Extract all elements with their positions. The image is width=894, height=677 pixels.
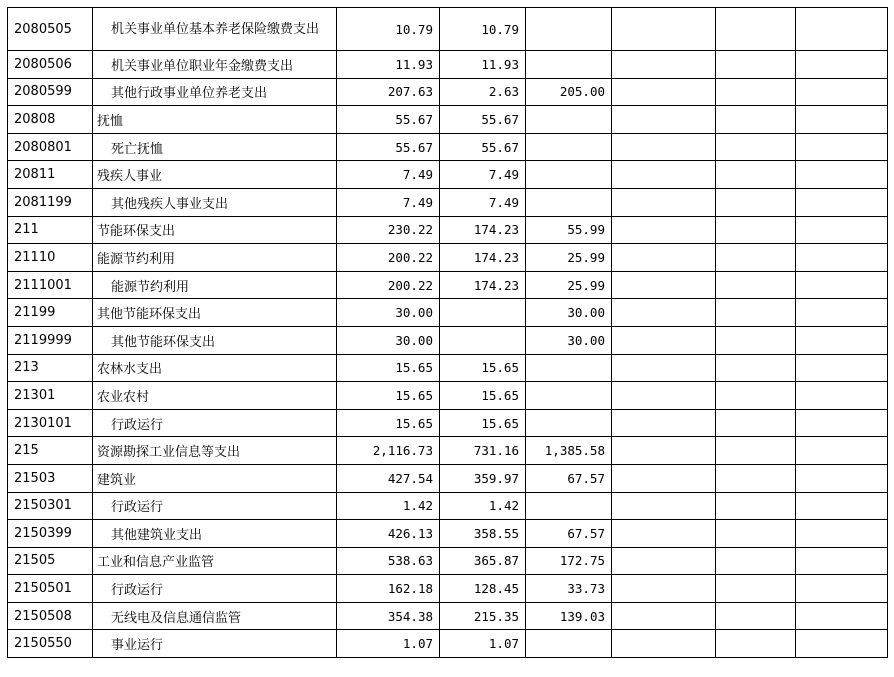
basic-expenditure-cell: 174.23: [440, 216, 526, 244]
table-row: [8, 602, 888, 630]
subject-code-cell: 2150508: [8, 602, 93, 630]
empty-cell: [796, 299, 888, 327]
basic-expenditure-cell: 174.23: [440, 244, 526, 272]
table-body: [8, 8, 888, 658]
subject-code-cell: 2130101: [8, 409, 93, 437]
total-amount-cell: 30.00: [337, 299, 440, 327]
empty-cell: [796, 161, 888, 189]
table-row: [8, 161, 888, 189]
total-amount-cell: 230.22: [337, 216, 440, 244]
empty-cell: [716, 133, 796, 161]
empty-cell: [796, 464, 888, 492]
table-row: [8, 244, 888, 272]
subject-code-cell: 2081199: [8, 188, 93, 216]
total-amount-cell: 2,116.73: [337, 437, 440, 465]
empty-cell: [716, 602, 796, 630]
table-row: [8, 133, 888, 161]
empty-cell: [716, 575, 796, 603]
basic-expenditure-cell: 15.65: [440, 409, 526, 437]
table-row: [8, 437, 888, 465]
subject-code-cell: 2150301: [8, 492, 93, 520]
subject-code-cell: 2080506: [8, 51, 93, 79]
empty-cell: [716, 382, 796, 410]
basic-expenditure-cell: [440, 326, 526, 354]
subject-name-cell: 行政运行: [93, 492, 337, 520]
basic-expenditure-cell: 215.35: [440, 602, 526, 630]
empty-cell: [612, 464, 716, 492]
basic-expenditure-cell: 128.45: [440, 575, 526, 603]
table-row: [8, 106, 888, 134]
empty-cell: [716, 216, 796, 244]
empty-cell: [796, 382, 888, 410]
total-amount-cell: 10.79: [337, 8, 440, 51]
basic-expenditure-cell: 174.23: [440, 271, 526, 299]
project-expenditure-cell: [526, 133, 612, 161]
table-row: [8, 216, 888, 244]
basic-expenditure-cell: 1.07: [440, 630, 526, 658]
project-expenditure-cell: 67.57: [526, 520, 612, 548]
empty-cell: [716, 409, 796, 437]
subject-code-cell: 2150550: [8, 630, 93, 658]
empty-cell: [612, 51, 716, 79]
subject-name-cell: 其他节能环保支出: [93, 326, 337, 354]
subject-name-cell: 死亡抚恤: [93, 133, 337, 161]
basic-expenditure-cell: 15.65: [440, 354, 526, 382]
table-row: [8, 492, 888, 520]
subject-name-cell: 机关事业单位职业年金缴费支出: [93, 51, 337, 79]
table-row: [8, 78, 888, 106]
subject-name-cell: 建筑业: [93, 464, 337, 492]
project-expenditure-cell: [526, 161, 612, 189]
total-amount-cell: 15.65: [337, 409, 440, 437]
empty-cell: [612, 8, 716, 51]
total-amount-cell: 11.93: [337, 51, 440, 79]
subject-code-cell: 21199: [8, 299, 93, 327]
empty-cell: [612, 188, 716, 216]
empty-cell: [796, 133, 888, 161]
table-row: [8, 299, 888, 327]
subject-name-cell: 能源节约利用: [93, 271, 337, 299]
subject-code-cell: 21301: [8, 382, 93, 410]
subject-code-cell: 2080505: [8, 8, 93, 51]
subject-code-cell: 2111001: [8, 271, 93, 299]
subject-name-cell: 机关事业单位基本养老保险缴费支出: [93, 8, 337, 51]
subject-code-cell: 2150501: [8, 575, 93, 603]
table-row: [8, 547, 888, 575]
empty-cell: [796, 409, 888, 437]
empty-cell: [716, 51, 796, 79]
total-amount-cell: 426.13: [337, 520, 440, 548]
empty-cell: [796, 630, 888, 658]
project-expenditure-cell: [526, 106, 612, 134]
empty-cell: [612, 409, 716, 437]
table-row: [8, 575, 888, 603]
empty-cell: [612, 161, 716, 189]
project-expenditure-cell: 55.99: [526, 216, 612, 244]
project-expenditure-cell: 205.00: [526, 78, 612, 106]
empty-cell: [796, 216, 888, 244]
subject-code-cell: 215: [8, 437, 93, 465]
basic-expenditure-cell: 359.97: [440, 464, 526, 492]
total-amount-cell: 207.63: [337, 78, 440, 106]
empty-cell: [796, 437, 888, 465]
subject-name-cell: 行政运行: [93, 409, 337, 437]
empty-cell: [796, 326, 888, 354]
subject-code-cell: 21505: [8, 547, 93, 575]
subject-name-cell: 资源勘探工业信息等支出: [93, 437, 337, 465]
project-expenditure-cell: [526, 382, 612, 410]
basic-expenditure-cell: 1.42: [440, 492, 526, 520]
basic-expenditure-cell: 365.87: [440, 547, 526, 575]
empty-cell: [796, 547, 888, 575]
table-row: [8, 630, 888, 658]
empty-cell: [796, 78, 888, 106]
empty-cell: [612, 244, 716, 272]
basic-expenditure-cell: 731.16: [440, 437, 526, 465]
total-amount-cell: 538.63: [337, 547, 440, 575]
subject-name-cell: 抚恤: [93, 106, 337, 134]
total-amount-cell: 15.65: [337, 354, 440, 382]
empty-cell: [716, 464, 796, 492]
empty-cell: [612, 299, 716, 327]
table-row: [8, 382, 888, 410]
empty-cell: [796, 575, 888, 603]
project-expenditure-cell: [526, 8, 612, 51]
total-amount-cell: 200.22: [337, 244, 440, 272]
empty-cell: [612, 106, 716, 134]
subject-code-cell: 2080801: [8, 133, 93, 161]
empty-cell: [612, 602, 716, 630]
table-row: [8, 271, 888, 299]
total-amount-cell: 55.67: [337, 133, 440, 161]
empty-cell: [612, 326, 716, 354]
table-row: [8, 8, 888, 51]
table-row: [8, 520, 888, 548]
empty-cell: [796, 602, 888, 630]
basic-expenditure-cell: 15.65: [440, 382, 526, 410]
budget-expenditure-table: [7, 7, 888, 658]
table-row: [8, 409, 888, 437]
total-amount-cell: 162.18: [337, 575, 440, 603]
subject-name-cell: 农业农村: [93, 382, 337, 410]
table-row: [8, 464, 888, 492]
empty-cell: [716, 547, 796, 575]
table-row: [8, 51, 888, 79]
empty-cell: [796, 188, 888, 216]
empty-cell: [612, 78, 716, 106]
project-expenditure-cell: [526, 409, 612, 437]
empty-cell: [612, 492, 716, 520]
project-expenditure-cell: 25.99: [526, 244, 612, 272]
basic-expenditure-cell: 358.55: [440, 520, 526, 548]
subject-code-cell: 21110: [8, 244, 93, 272]
empty-cell: [716, 8, 796, 51]
basic-expenditure-cell: 2.63: [440, 78, 526, 106]
empty-cell: [716, 630, 796, 658]
empty-cell: [796, 520, 888, 548]
empty-cell: [612, 216, 716, 244]
project-expenditure-cell: 30.00: [526, 299, 612, 327]
empty-cell: [716, 78, 796, 106]
project-expenditure-cell: [526, 188, 612, 216]
subject-name-cell: 其他建筑业支出: [93, 520, 337, 548]
total-amount-cell: 1.07: [337, 630, 440, 658]
basic-expenditure-cell: 11.93: [440, 51, 526, 79]
subject-code-cell: 211: [8, 216, 93, 244]
total-amount-cell: 30.00: [337, 326, 440, 354]
project-expenditure-cell: 33.73: [526, 575, 612, 603]
empty-cell: [796, 51, 888, 79]
empty-cell: [796, 244, 888, 272]
empty-cell: [612, 133, 716, 161]
total-amount-cell: 7.49: [337, 161, 440, 189]
project-expenditure-cell: [526, 51, 612, 79]
empty-cell: [716, 492, 796, 520]
basic-expenditure-cell: 10.79: [440, 8, 526, 51]
empty-cell: [612, 575, 716, 603]
project-expenditure-cell: [526, 492, 612, 520]
empty-cell: [796, 354, 888, 382]
subject-code-cell: 213: [8, 354, 93, 382]
empty-cell: [612, 547, 716, 575]
total-amount-cell: 354.38: [337, 602, 440, 630]
total-amount-cell: 427.54: [337, 464, 440, 492]
empty-cell: [612, 271, 716, 299]
subject-name-cell: 工业和信息产业监管: [93, 547, 337, 575]
subject-code-cell: 20811: [8, 161, 93, 189]
empty-cell: [716, 326, 796, 354]
subject-name-cell: 节能环保支出: [93, 216, 337, 244]
project-expenditure-cell: 25.99: [526, 271, 612, 299]
empty-cell: [612, 437, 716, 465]
empty-cell: [716, 354, 796, 382]
basic-expenditure-cell: 7.49: [440, 161, 526, 189]
total-amount-cell: 1.42: [337, 492, 440, 520]
project-expenditure-cell: 139.03: [526, 602, 612, 630]
total-amount-cell: 200.22: [337, 271, 440, 299]
project-expenditure-cell: 67.57: [526, 464, 612, 492]
empty-cell: [612, 354, 716, 382]
table-row: [8, 326, 888, 354]
empty-cell: [612, 630, 716, 658]
subject-name-cell: 其他残疾人事业支出: [93, 188, 337, 216]
empty-cell: [612, 520, 716, 548]
basic-expenditure-cell: 55.67: [440, 106, 526, 134]
basic-expenditure-cell: 55.67: [440, 133, 526, 161]
empty-cell: [716, 437, 796, 465]
empty-cell: [716, 188, 796, 216]
empty-cell: [716, 299, 796, 327]
table-row: [8, 354, 888, 382]
project-expenditure-cell: [526, 354, 612, 382]
empty-cell: [716, 106, 796, 134]
empty-cell: [796, 271, 888, 299]
empty-cell: [716, 244, 796, 272]
subject-name-cell: 无线电及信息通信监管: [93, 602, 337, 630]
project-expenditure-cell: 30.00: [526, 326, 612, 354]
project-expenditure-cell: 1,385.58: [526, 437, 612, 465]
total-amount-cell: 7.49: [337, 188, 440, 216]
subject-name-cell: 残疾人事业: [93, 161, 337, 189]
empty-cell: [612, 382, 716, 410]
empty-cell: [796, 106, 888, 134]
basic-expenditure-cell: 7.49: [440, 188, 526, 216]
subject-name-cell: 行政运行: [93, 575, 337, 603]
total-amount-cell: 55.67: [337, 106, 440, 134]
subject-name-cell: 其他节能环保支出: [93, 299, 337, 327]
subject-name-cell: 其他行政事业单位养老支出: [93, 78, 337, 106]
empty-cell: [716, 161, 796, 189]
total-amount-cell: 15.65: [337, 382, 440, 410]
subject-name-cell: 农林水支出: [93, 354, 337, 382]
subject-code-cell: 2080599: [8, 78, 93, 106]
empty-cell: [716, 271, 796, 299]
project-expenditure-cell: [526, 630, 612, 658]
subject-code-cell: 21503: [8, 464, 93, 492]
empty-cell: [796, 8, 888, 51]
empty-cell: [796, 492, 888, 520]
basic-expenditure-cell: [440, 299, 526, 327]
empty-cell: [716, 520, 796, 548]
subject-name-cell: 能源节约利用: [93, 244, 337, 272]
table-row: [8, 188, 888, 216]
subject-code-cell: 2150399: [8, 520, 93, 548]
subject-name-cell: 事业运行: [93, 630, 337, 658]
subject-code-cell: 2119999: [8, 326, 93, 354]
project-expenditure-cell: 172.75: [526, 547, 612, 575]
subject-code-cell: 20808: [8, 106, 93, 134]
